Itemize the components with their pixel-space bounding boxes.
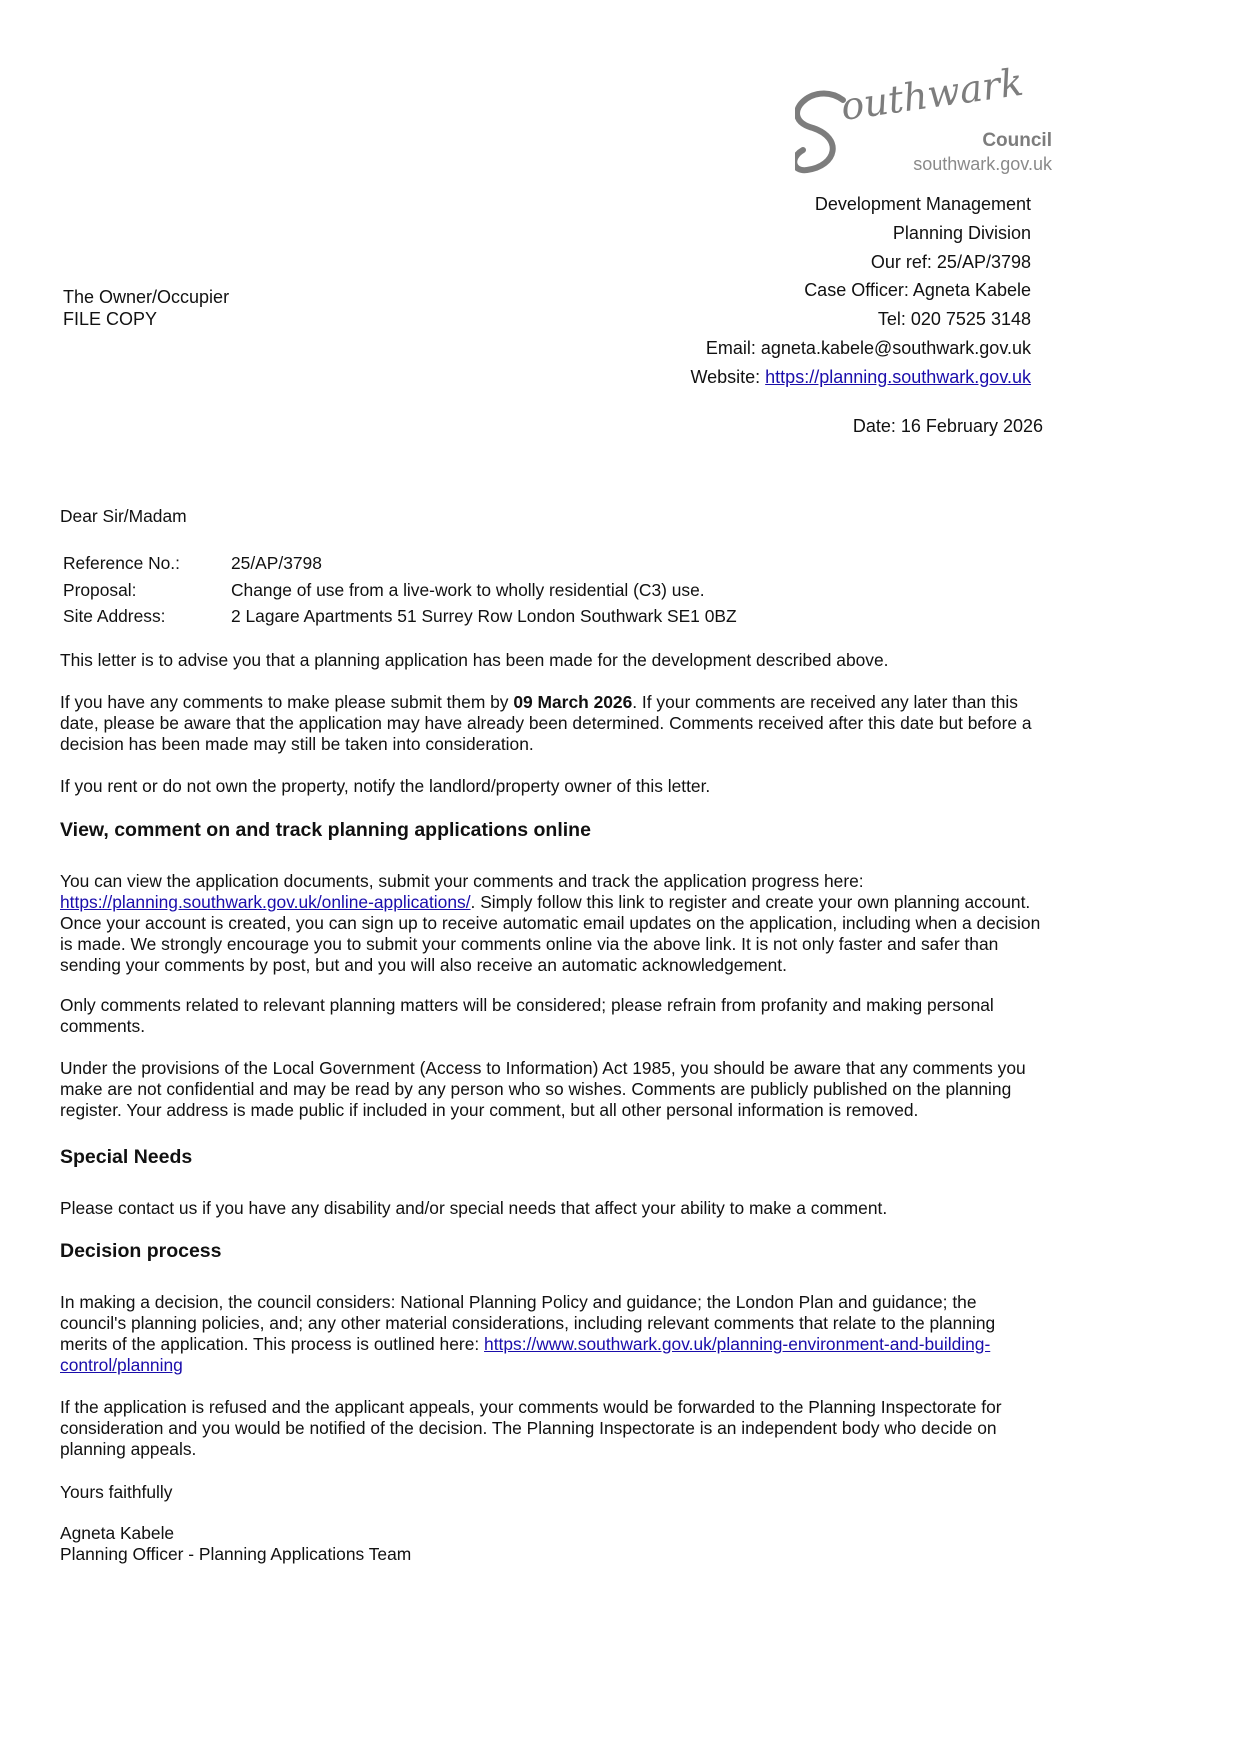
proposal-label: Proposal: xyxy=(63,579,137,600)
special-needs-heading: Special Needs xyxy=(60,1146,193,1168)
decision-paragraph xyxy=(60,1292,1045,1376)
reference-label: Reference No.: xyxy=(63,553,180,573)
logo-council-text: Council xyxy=(982,130,1052,151)
reference-table xyxy=(63,550,737,630)
decision-text-pre: In making a decision, the council considers: National Planning Policy and guidance; the London Plan and guidance; the council's planning policies, and; any other material considerations, including relevant comments that relate to the planning merits of the application. This process is outlined here: xyxy=(60,1292,996,1354)
department: Development Management xyxy=(814,194,1031,214)
relevant-paragraph: Only comments related to relevant planning matters will be considered; please refrain from profanity and making personal comments. xyxy=(60,995,994,1036)
deadline-text-pre: If you have any comments to make please submit them by xyxy=(60,692,514,712)
refused-paragraph: If the application is refused and the applicant appeals, your comments would be forwarded to the Planning Inspectorate for consideration and you would be notified of the decision. The Planning Inspectorate is an independent body who decide on planning appeals. xyxy=(60,1397,1002,1459)
signature-block xyxy=(60,1523,411,1565)
rent-paragraph: If you rent or do not own the property, notify the landlord/property owner of this letter. xyxy=(60,776,711,796)
reference-value: 25/AP/3798 xyxy=(231,553,322,573)
case-officer: Case Officer: Agneta Kabele xyxy=(804,280,1031,301)
online-text-post: . Simply follow this link to register and create your own planning account. Once your account is created, you can sign up to receive automatic email updates on the application, including when a decision is made. We strongly encourage you to submit your comments online via the above link. It is not only faster and safer than sending your comments by post, but and you will also receive an automatic acknowledgement. xyxy=(60,892,1041,975)
planning-process-link[interactable]: https://www.southwark.gov.uk/planning-environment-and-building-control/planning xyxy=(60,1334,991,1375)
division: Planning Division xyxy=(892,222,1031,243)
our-ref: Our ref: 25/AP/3798 xyxy=(870,251,1031,272)
recipient-line-1: The Owner/Occupier xyxy=(63,287,230,307)
letter-date: Date: 16 February 2026 xyxy=(852,416,1043,436)
website-link[interactable]: https://planning.southwark.gov.uk xyxy=(765,366,1031,387)
advise-paragraph: This letter is to advise you that a planning application has been made for the development described above. xyxy=(60,650,889,670)
site-address-row xyxy=(63,603,737,630)
online-paragraph xyxy=(60,871,1045,976)
svg-text:outhwark: outhwark xyxy=(838,59,1026,129)
reference-row xyxy=(63,550,737,577)
special-needs-paragraph: Please contact us if you have any disability and/or special needs that affect your ability to make a comment. xyxy=(60,1198,888,1218)
proposal-row xyxy=(63,577,737,604)
salutation: Dear Sir/Madam xyxy=(60,506,187,526)
site-address-value: 2 Lagare Apartments 51 Surrey Row London Southwark SE1 0BZ xyxy=(231,606,737,626)
deadline-text-post: . If your comments are received any later than this date, please be aware that the application may have already been determined. Comments received after this date but before a decision has been made may still be taken into consideration. xyxy=(60,692,1032,754)
southwark-council-logo xyxy=(795,58,1065,176)
email: Email: agneta.kabele@southwark.gov.uk xyxy=(705,337,1031,358)
signatory-title: Planning Officer - Planning Applications Team xyxy=(60,1544,412,1564)
signatory-name: Agneta Kabele xyxy=(60,1523,175,1543)
decision-heading: Decision process xyxy=(60,1240,222,1262)
recipient-line-2: FILE COPY xyxy=(63,308,158,329)
website xyxy=(690,363,1031,392)
online-heading: View, comment on and track planning applications online xyxy=(60,819,591,841)
provisions-paragraph: Under the provisions of the Local Government (Access to Information) Act 1985, you should be aware that any comments you make are not confidential and may be read by any person who so wishes. Comments are publicly published on the planning register. Your address is made public if included in your comment, but all other personal information is removed. xyxy=(60,1058,1026,1120)
logo-url-text: southwark.gov.uk xyxy=(913,154,1052,174)
website-label: Website: xyxy=(690,366,766,387)
proposal-value: Change of use from a live-work to wholly residential (C3) use. xyxy=(231,579,705,600)
site-address-label: Site Address: xyxy=(63,606,166,626)
deadline-date: 09 March 2026 xyxy=(513,692,633,712)
telephone: Tel: 020 7525 3148 xyxy=(877,309,1031,330)
online-text-pre: You can view the application documents, submit your comments and track the application progress here: xyxy=(60,871,864,891)
deadline-paragraph xyxy=(60,692,1050,755)
recipient-address xyxy=(63,287,229,330)
office-details xyxy=(690,190,1031,392)
online-applications-link[interactable]: https://planning.southwark.gov.uk/online-applications/ xyxy=(60,892,471,912)
closing: Yours faithfully xyxy=(60,1482,173,1502)
